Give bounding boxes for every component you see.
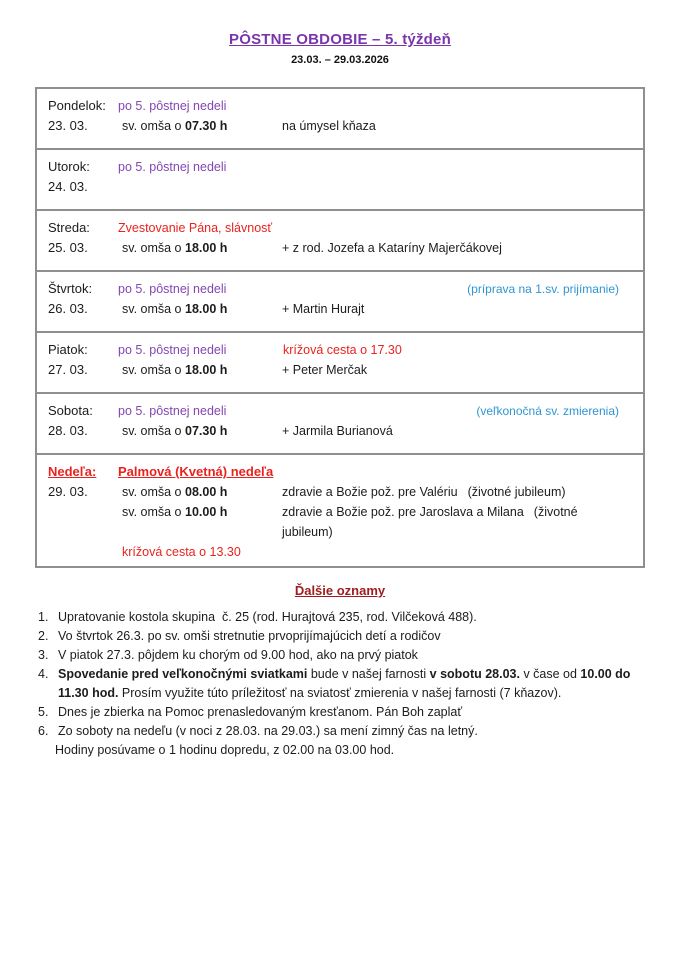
- item-segment: 10.00 do 11.30 hod.: [58, 667, 634, 700]
- item-text: Dnes je zbierka na Pomoc prenasledovaným kresťanom. Pán Boh zaplať: [58, 705, 463, 719]
- mass-intention: + z rod. Jozefa a Kataríny Majerčákovej: [282, 241, 502, 255]
- schedule-table: [35, 87, 645, 568]
- row-line-2: [48, 421, 619, 441]
- feast-label: po 5. pôstnej nedeli: [118, 343, 227, 357]
- feast-label: po 5. pôstnej nedeli: [118, 404, 227, 418]
- mass-intention: + Jarmila Burianová: [282, 424, 393, 438]
- item-segment: v čase od: [519, 667, 581, 681]
- row-line-4: [48, 542, 619, 562]
- mass-prefix: sv. omša o: [122, 505, 182, 519]
- feast-label: po 5. pôstnej nedeli: [118, 99, 227, 113]
- mass-hour: 10.00 h: [185, 505, 228, 519]
- table-row-wednesday: [37, 209, 643, 270]
- mass-time: [118, 238, 282, 258]
- item-number: 3.: [38, 648, 49, 662]
- date-label: 26. 03.: [48, 301, 88, 316]
- mass-time: [118, 482, 282, 502]
- row-line-1: [48, 340, 619, 360]
- item-text: Zo soboty na nedeľu (v noci z 28.03. na 29.03.) sa mení zimný čas na letný.: [58, 724, 478, 738]
- date-range: 23.03. – 29.03.2026: [291, 54, 389, 66]
- day-label: Sobota:: [48, 403, 93, 418]
- announcement-item: [38, 703, 650, 722]
- mass-prefix: sv. omša o: [122, 363, 182, 377]
- row-line-1: [48, 279, 619, 299]
- table-row-sunday: [37, 453, 643, 566]
- feast-label: Zvestovanie Pána, slávnosť: [118, 221, 273, 235]
- mass-time: [118, 299, 282, 319]
- table-row-tuesday: [37, 148, 643, 209]
- intention-text: zdravie a Božie pož. pre Valériu: [282, 485, 458, 499]
- date-label: 24. 03.: [48, 179, 88, 194]
- row-line-2: [48, 238, 619, 258]
- mass-prefix: sv. omša o: [122, 485, 182, 499]
- mass-hour: 08.00 h: [185, 485, 228, 499]
- announcement-item: [38, 608, 650, 627]
- announcement-item: [38, 665, 650, 703]
- announcements-list: [38, 608, 650, 760]
- day-label: Piatok:: [48, 342, 88, 357]
- mass-hour: 18.00 h: [185, 302, 228, 316]
- page-title: PÔSTNE OBDOBIE – 5. týždeň: [229, 31, 451, 48]
- row-line-1: [48, 157, 619, 177]
- date-label: 29. 03.: [48, 484, 88, 499]
- mass-time: [118, 116, 282, 136]
- cross-way-note: krížová cesta o 13.30: [122, 545, 241, 559]
- mass-time: [118, 360, 282, 380]
- item-number: 2.: [38, 629, 49, 643]
- row-line-1: [48, 218, 619, 238]
- item-segment: Prosím využite túto príležitosť na sviatosť zmierenia v našej farnosti (7 kňazov).: [118, 686, 562, 700]
- table-row-thursday: [37, 270, 643, 331]
- mass-hour: 07.30 h: [185, 119, 228, 133]
- mass-intention: [282, 482, 566, 502]
- announcement-item: [38, 627, 650, 646]
- mass-intention: na úmysel kňaza: [282, 119, 376, 133]
- day-label: Nedeľa:: [48, 464, 97, 479]
- cross-way-note: krížová cesta o 17.30: [283, 343, 402, 357]
- feast-label: po 5. pôstnej nedeli: [118, 282, 227, 296]
- mass-prefix: sv. omša o: [122, 302, 182, 316]
- mass-intention: [282, 502, 619, 542]
- item-text: Upratovanie kostola skupina č. 25 (rod. Hurajtová 235, rod. Vilčeková 488).: [58, 610, 477, 624]
- day-label: Utorok:: [48, 159, 90, 174]
- date-label: 23. 03.: [48, 118, 88, 133]
- item-segment: v sobotu 28.03.: [429, 667, 520, 681]
- feast-label: Palmová (Kvetná) nedeľa: [118, 464, 274, 479]
- row-line-2: [48, 299, 619, 319]
- row-line-1: [48, 96, 619, 116]
- date-label: 27. 03.: [48, 362, 88, 377]
- date-label: 25. 03.: [48, 240, 88, 255]
- row-line-1: [48, 462, 619, 482]
- side-note: (príprava na 1.sv. prijímanie): [467, 282, 619, 296]
- side-note: (veľkonočná sv. zmierenia): [476, 404, 619, 418]
- item-text: [58, 665, 650, 703]
- mass-hour: 18.00 h: [185, 241, 228, 255]
- date-label: 28. 03.: [48, 423, 88, 438]
- mass-intention: + Peter Merčak: [282, 363, 368, 377]
- row-line-2: [48, 116, 619, 136]
- row-line-1: [48, 401, 619, 421]
- mass-prefix: sv. omša o: [122, 424, 182, 438]
- item-number: 4.: [38, 667, 49, 681]
- row-line-2: [48, 482, 619, 502]
- item-text: Vo štvrtok 26.3. po sv. omši stretnutie prvoprijímajúcich detí a rodičov: [58, 629, 441, 643]
- mass-time: [118, 421, 282, 441]
- announcements-title: Ďalšie oznamy: [294, 583, 386, 598]
- item-text: V piatok 27.3. pôjdem ku chorým od 9.00 hod, ako na prvý piatok: [58, 648, 418, 662]
- day-label: Pondelok:: [48, 98, 106, 113]
- table-row-saturday: [37, 392, 643, 453]
- item-segment: Spovedanie pred veľkonočnými sviatkami: [58, 667, 308, 681]
- table-row-friday: [37, 331, 643, 392]
- jubilee-note: (životné jubileum): [282, 505, 582, 539]
- mass-hour: 18.00 h: [185, 363, 228, 377]
- jubilee-note: (životné jubileum): [467, 485, 566, 499]
- day-label: Streda:: [48, 220, 90, 235]
- announcement-item: [38, 722, 650, 741]
- intention-text: zdravie a Božie pož. pre Jaroslava a Milana: [282, 505, 524, 519]
- mass-prefix: sv. omša o: [122, 241, 182, 255]
- row-line-3: [48, 502, 619, 542]
- item-number: 1.: [38, 610, 49, 624]
- mass-intention: + Martin Hurajt: [282, 302, 365, 316]
- item-segment: bude v našej farnosti: [307, 667, 430, 681]
- item-number: 5.: [38, 705, 49, 719]
- mass-hour: 07.30 h: [185, 424, 228, 438]
- row-line-2: [48, 360, 619, 380]
- mass-time: [118, 502, 282, 522]
- feast-label: po 5. pôstnej nedeli: [118, 160, 227, 174]
- day-label: Štvrtok:: [48, 281, 93, 296]
- table-row-monday: [37, 89, 643, 148]
- announcement-item: [38, 646, 650, 665]
- row-line-2: [48, 177, 619, 197]
- mass-prefix: sv. omša o: [122, 119, 182, 133]
- announcement-continuation: Hodiny posúvame o 1 hodinu dopredu, z 02.00 na 03.00 hod.: [55, 743, 395, 757]
- item-number: 6.: [38, 724, 49, 738]
